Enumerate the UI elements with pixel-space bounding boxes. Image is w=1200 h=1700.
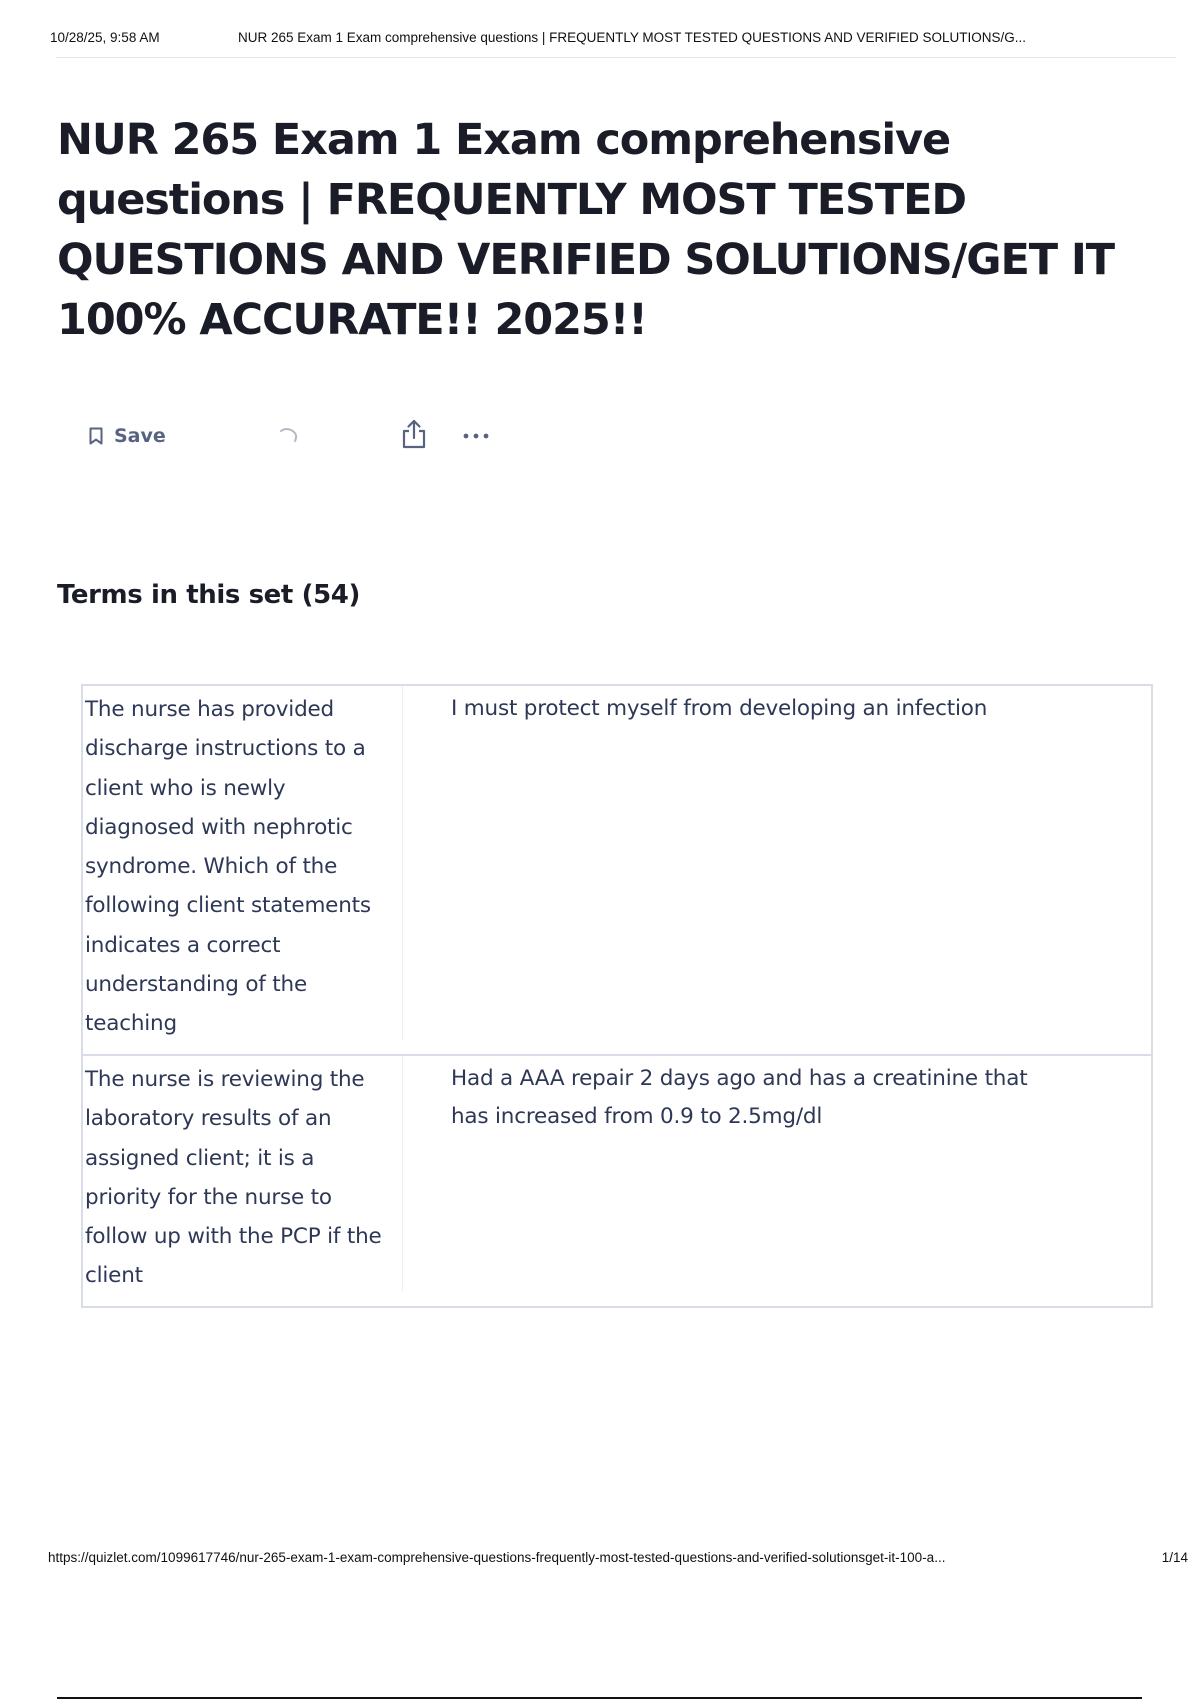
share-icon [400, 418, 428, 455]
page-number: 1/14 [1161, 1550, 1188, 1565]
share-button[interactable] [396, 418, 432, 454]
term-text: The nurse has provided discharge instructions to a client who is newly diagnosed with nephrotic syndrome. Which of the following client statements indicates a correct understanding of the teaching [83, 686, 403, 1040]
more-dots-icon [461, 427, 491, 445]
definition-text: Had a AAA repair 2 days ago and has a creatinine that has increased from 0.9 to 2.5mg/dl [451, 1066, 1028, 1129]
print-footer [48, 1550, 1188, 1570]
page-title: NUR 265 Exam 1 Exam comprehensive questions | FREQUENTLY MOST TESTED QUESTIONS AND VERIFIED SOLUTIONS/GET IT 100% ACCURATE!! 2025!! [57, 115, 1114, 345]
print-header [50, 30, 1180, 50]
terms-heading: Terms in this set (54) [57, 580, 360, 610]
term-text: The nurse is reviewing the laboratory results of an assigned client; it is a priority for the nurse to follow up with the PCP if the client [83, 1056, 403, 1292]
header-divider [56, 57, 1176, 58]
save-label: Save [114, 425, 166, 447]
spinner-icon [275, 423, 301, 454]
term-card [81, 684, 1153, 1056]
bottom-divider [57, 1697, 1142, 1699]
print-datetime: 10/28/25, 9:58 AM [50, 30, 160, 45]
more-button[interactable] [458, 418, 494, 454]
page-url: https://quizlet.com/1099617746/nur-265-exam-1-exam-comprehensive-questions-frequently-most-tested-questions-and-verified-solutionsget-it-100-a... [48, 1550, 946, 1565]
term-card [81, 1054, 1153, 1308]
bookmark-icon [88, 426, 104, 446]
terms-list [81, 684, 1153, 1308]
definition-text: I must protect myself from developing an infection [451, 696, 988, 721]
action-bar [80, 418, 530, 454]
save-button[interactable] [80, 418, 174, 454]
print-document-title: NUR 265 Exam 1 Exam comprehensive questions | FREQUENTLY MOST TESTED QUESTIONS AND VERIFIED SOLUTIONS/G... [238, 30, 1026, 45]
